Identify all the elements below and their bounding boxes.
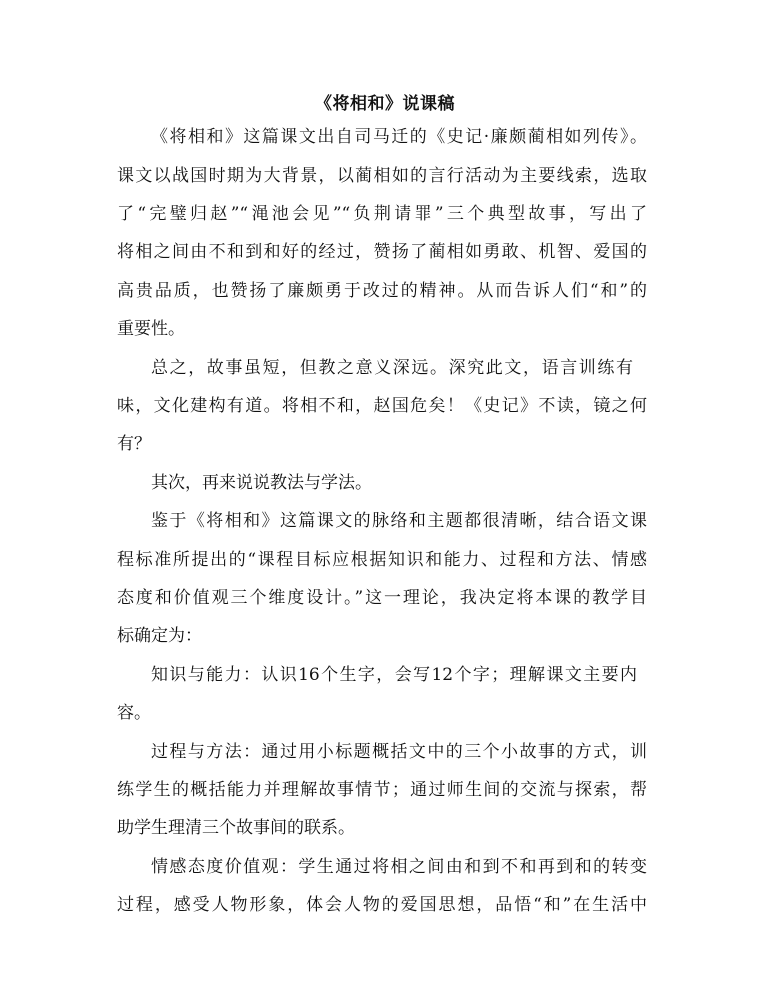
text-line: 态度和价值观三个维度设计。”这一理论，我决定将本课的教学目 — [117, 588, 647, 608]
text-line: 过程，感受人物形象，体会人物的爱国思想，品悟“和”在生活中 — [117, 895, 647, 915]
text-line: 味，文化建构有道。将相不和，赵国危矣！《史记》不读，镜之何 — [117, 396, 647, 416]
text-line: 其次，再来说说教法与学法。 — [151, 473, 372, 493]
text-line: 程标准所提出的“课程目标应根据知识和能力、过程和方法、情感 — [117, 550, 647, 570]
text-line: 助学生理清三个故事间的联系。 — [117, 818, 355, 838]
text-line: 知识与能力：认识16个生字，会写12个字；理解课文主要内 — [151, 665, 637, 685]
text-line: 鉴于《将相和》这篇课文的脉络和主题都很清晰，结合语文课 — [151, 511, 647, 531]
text-line: 情感态度价值观：学生通过将相之间由和到不和再到和的转变 — [151, 857, 647, 877]
text-line: 容。 — [117, 703, 151, 723]
text-line: 过程与方法：通过用小标题概括文中的三个小故事的方式，训 — [151, 742, 647, 762]
text-line: 标确定为： — [117, 626, 202, 646]
text-line: 练学生的概括能力并理解故事情节；通过师生间的交流与探索，帮 — [117, 780, 647, 800]
text-line: 将相之间由不和到和好的经过，赞扬了蔺相如勇敢、机智、爱国的 — [117, 242, 647, 262]
text-line: 高贵品质，也赞扬了廉颇勇于改过的精神。从而告诉人们“和”的 — [117, 281, 647, 301]
text-line: 重要性。 — [117, 319, 185, 339]
text-line: 有？ — [117, 434, 151, 454]
text-line: 总之，故事虽短，但教之意义深远。深究此文，语言训练有 — [151, 358, 633, 378]
text-line: 了“完璧归赵”“渑池会见”“负荆请罪”三个典型故事，写出了 — [117, 204, 647, 224]
document-title: 《将相和》说课稿 — [315, 94, 455, 114]
text-line: 课文以战国时期为大背景，以蔺相如的言行活动为主要线索，选取 — [117, 166, 647, 186]
text-line: 《将相和》这篇课文出自司马迁的《史记·廉颇蔺相如列传》。 — [151, 127, 647, 147]
